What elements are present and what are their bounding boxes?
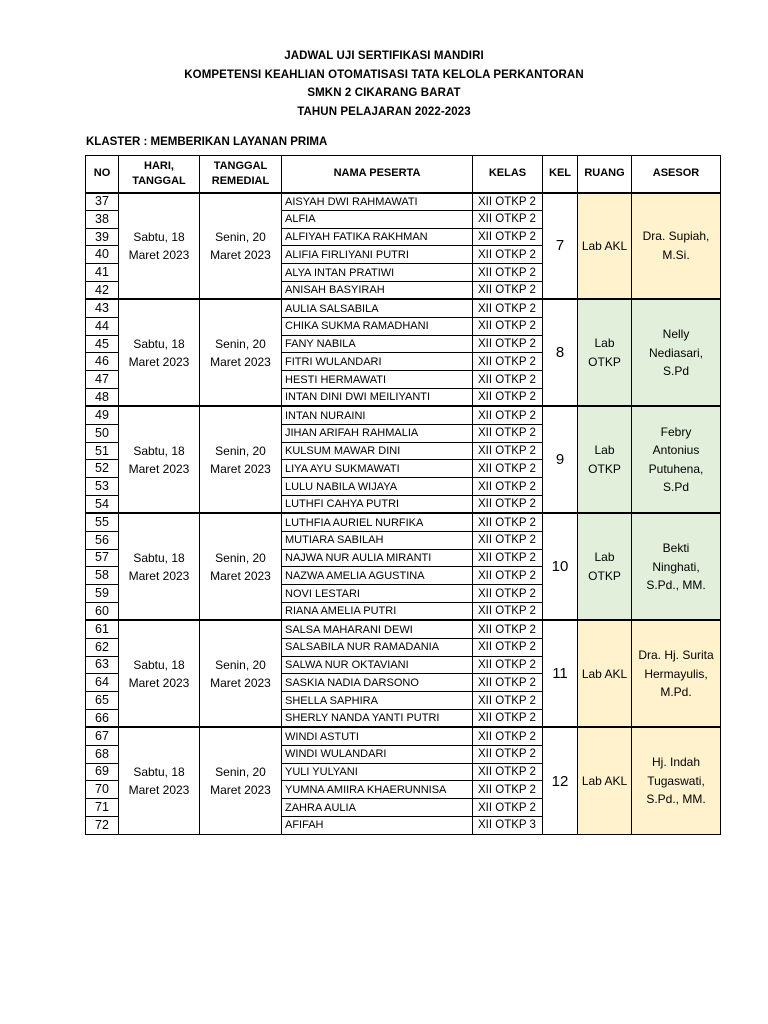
row-number: 42	[86, 282, 119, 300]
participant-name: YULI YULYANI	[282, 763, 473, 781]
class-name: XII OTKP 2	[473, 496, 543, 514]
title-line-1: JADWAL UJI SERTIFIKASI MANDIRI	[284, 50, 484, 62]
table-row	[86, 513, 721, 531]
document-title	[0, 47, 768, 121]
header-row	[86, 156, 721, 193]
class-name: XII OTKP 2	[473, 460, 543, 478]
class-name: XII OTKP 2	[473, 389, 543, 407]
class-name: XII OTKP 2	[473, 228, 543, 246]
participant-name: SALSA MAHARANI DEWI	[282, 620, 473, 638]
room-cell	[578, 193, 632, 300]
participant-name: LIYA AYU SUKMAWATI	[282, 460, 473, 478]
participant-name: JIHAN ARIFAH RAHMALIA	[282, 424, 473, 442]
schedule-day-cell	[119, 299, 200, 406]
row-number: 53	[86, 478, 119, 496]
room-line: OTKP	[588, 354, 621, 369]
class-name: XII OTKP 2	[473, 264, 543, 282]
row-number: 51	[86, 442, 119, 460]
schedule-day-cell	[119, 406, 200, 513]
assessor-cell	[632, 727, 721, 834]
participant-name: LULU NABILA WIJAYA	[282, 478, 473, 496]
participant-name: ALYA INTAN PRATIWI	[282, 264, 473, 282]
assessor-line: Hermayulis,	[644, 666, 708, 681]
participant-name: LUTHFIA AURIEL NURFIKA	[282, 513, 473, 531]
row-number: 44	[86, 317, 119, 335]
row-number: 38	[86, 210, 119, 228]
schedule-day-line: Maret 2023	[128, 675, 190, 690]
class-name: XII OTKP 2	[473, 674, 543, 692]
class-name: XII OTKP 2	[473, 603, 543, 621]
schedule-day-line: Sabtu, 18	[133, 229, 185, 244]
assessor-line: Dra. Supiah,	[642, 229, 710, 244]
col-header-nama: NAMA PESERTA	[282, 156, 473, 193]
class-name: XII OTKP 3	[473, 816, 543, 834]
row-number: 56	[86, 531, 119, 549]
group-number: 8	[543, 299, 578, 406]
group-number: 7	[543, 193, 578, 300]
col-header-hari-line1: HARI,	[144, 159, 174, 172]
col-header-kelas: KELAS	[473, 156, 543, 193]
row-number: 50	[86, 424, 119, 442]
row-number: 58	[86, 567, 119, 585]
assessor-line: Febry	[660, 424, 692, 439]
participant-name: AULIA SALSABILA	[282, 299, 473, 317]
participant-name: SALSABILA NUR RAMADANIA	[282, 638, 473, 656]
class-name: XII OTKP 2	[473, 317, 543, 335]
title-line-4: TAHUN PELAJARAN 2022-2023	[297, 105, 471, 118]
class-name: XII OTKP 2	[473, 531, 543, 549]
table-row	[86, 299, 721, 317]
schedule-day-line: Sabtu, 18	[133, 336, 185, 351]
assessor-cell	[632, 513, 721, 620]
class-name: XII OTKP 2	[473, 442, 543, 460]
remedial-date-cell	[200, 406, 282, 513]
class-name: XII OTKP 2	[473, 638, 543, 656]
remedial-date-line: Maret 2023	[210, 675, 271, 690]
class-name: XII OTKP 2	[473, 299, 543, 317]
cluster-label: KLASTER : MEMBERIKAN LAYANAN PRIMA	[86, 136, 328, 148]
class-name: XII OTKP 2	[473, 193, 543, 211]
participant-name: INTAN NURAINI	[282, 406, 473, 424]
assessor-cell	[632, 299, 721, 406]
class-name: XII OTKP 2	[473, 763, 543, 781]
row-number: 67	[86, 727, 119, 745]
room-line: Lab	[594, 443, 615, 458]
row-number: 48	[86, 389, 119, 407]
participant-name: AISYAH DWI RAHMAWATI	[282, 193, 473, 211]
remedial-date-line: Senin, 20	[215, 550, 266, 565]
row-number: 45	[86, 335, 119, 353]
group-number: 9	[543, 406, 578, 513]
schedule-day-line: Sabtu, 18	[133, 550, 185, 565]
schedule-day-line: Maret 2023	[128, 354, 190, 369]
class-name: XII OTKP 2	[473, 353, 543, 371]
participant-name: SASKIA NADIA DARSONO	[282, 674, 473, 692]
table-row	[86, 406, 721, 424]
remedial-date-cell	[200, 193, 282, 300]
row-number: 68	[86, 745, 119, 763]
class-name: XII OTKP 2	[473, 567, 543, 585]
class-name: XII OTKP 2	[473, 513, 543, 531]
participant-name: RIANA AMELIA PUTRI	[282, 603, 473, 621]
assessor-line: M.Si.	[662, 247, 690, 262]
remedial-date-line: Senin, 20	[215, 336, 266, 351]
class-name: XII OTKP 2	[473, 620, 543, 638]
class-name: XII OTKP 2	[473, 210, 543, 228]
remedial-date-line: Maret 2023	[210, 247, 271, 262]
remedial-date-line: Maret 2023	[210, 783, 271, 798]
remedial-date-line: Maret 2023	[210, 461, 271, 476]
group-number: 12	[543, 727, 578, 834]
row-number: 62	[86, 638, 119, 656]
assessor-cell	[632, 406, 721, 513]
row-number: 61	[86, 620, 119, 638]
participant-name: NAJWA NUR AULIA MIRANTI	[282, 549, 473, 567]
assessor-line: S.Pd., MM.	[646, 792, 706, 807]
room-line: Lab AKL	[581, 666, 628, 681]
participant-name: FANY NABILA	[282, 335, 473, 353]
row-number: 60	[86, 603, 119, 621]
remedial-date-line: Senin, 20	[215, 229, 266, 244]
room-cell	[578, 406, 632, 513]
participant-name: ANISAH BASYIRAH	[282, 282, 473, 300]
row-number: 64	[86, 674, 119, 692]
class-name: XII OTKP 2	[473, 478, 543, 496]
assessor-line: Tugaswati,	[647, 773, 705, 788]
schedule-day-line: Maret 2023	[128, 783, 190, 798]
room-cell	[578, 727, 632, 834]
assessor-cell	[632, 193, 721, 300]
participant-name: MUTIARA SABILAH	[282, 531, 473, 549]
assessor-line: Putuhena,	[648, 461, 704, 476]
row-number: 47	[86, 371, 119, 389]
participant-name: ALFIYAH FATIKA RAKHMAN	[282, 228, 473, 246]
table-row	[86, 193, 721, 211]
participant-name: SALWA NUR OKTAVIANI	[282, 656, 473, 674]
assessor-line: Ninghati,	[652, 559, 700, 574]
participant-name: CHIKA SUKMA RAMADHANI	[282, 317, 473, 335]
participant-name: INTAN DINI DWI MEILIYANTI	[282, 389, 473, 407]
class-name: XII OTKP 2	[473, 727, 543, 745]
class-name: XII OTKP 2	[473, 371, 543, 389]
title-line-3: SMKN 2 CIKARANG BARAT	[307, 87, 461, 99]
room-cell	[578, 513, 632, 620]
assessor-line: Nediasari,	[648, 345, 704, 360]
remedial-date-line: Senin, 20	[215, 765, 266, 780]
schedule-day-line: Maret 2023	[128, 461, 190, 476]
participant-name: AFIFAH	[282, 816, 473, 834]
row-number: 39	[86, 228, 119, 246]
row-number: 72	[86, 816, 119, 834]
col-header-kel: KEL	[543, 156, 578, 193]
class-name: XII OTKP 2	[473, 710, 543, 728]
assessor-line: S.Pd	[662, 480, 689, 495]
participant-name: NAZWA AMELIA AGUSTINA	[282, 567, 473, 585]
participant-name: SHERLY NANDA YANTI PUTRI	[282, 710, 473, 728]
class-name: XII OTKP 2	[473, 656, 543, 674]
class-name: XII OTKP 2	[473, 424, 543, 442]
row-number: 71	[86, 799, 119, 817]
row-number: 55	[86, 513, 119, 531]
row-number: 54	[86, 496, 119, 514]
schedule-day-cell	[119, 727, 200, 834]
assessor-line: Nelly	[662, 327, 690, 342]
class-name: XII OTKP 2	[473, 781, 543, 799]
row-number: 41	[86, 264, 119, 282]
assessor-line: S.Pd	[662, 364, 689, 379]
row-number: 69	[86, 763, 119, 781]
schedule-day-line: Sabtu, 18	[133, 765, 185, 780]
row-number: 66	[86, 710, 119, 728]
schedule-day-line: Maret 2023	[128, 568, 190, 583]
participant-name: WINDI WULANDARI	[282, 745, 473, 763]
class-name: XII OTKP 2	[473, 745, 543, 763]
assessor-line: Antonius	[652, 443, 700, 458]
remedial-date-cell	[200, 513, 282, 620]
participant-name: FITRI WULANDARI	[282, 353, 473, 371]
row-number: 70	[86, 781, 119, 799]
row-number: 59	[86, 585, 119, 603]
row-number: 37	[86, 193, 119, 211]
col-header-asesor: ASESOR	[632, 156, 721, 193]
assessor-line: M.Pd.	[660, 685, 692, 700]
table-row	[86, 727, 721, 745]
schedule-day-cell	[119, 620, 200, 727]
col-header-hari-line2: TANGGAL	[132, 174, 186, 187]
participant-name: ALIFIA FIRLIYANI PUTRI	[282, 246, 473, 264]
participant-name: NOVI LESTARI	[282, 585, 473, 603]
group-number: 11	[543, 620, 578, 727]
col-header-hari	[119, 156, 200, 193]
table-body	[86, 193, 721, 835]
participant-name: ZAHRA AULIA	[282, 799, 473, 817]
col-header-remedial-line1: TANGGAL	[213, 159, 268, 172]
col-header-no: NO	[86, 156, 119, 193]
assessor-line: Dra. Hj. Surita	[638, 648, 714, 663]
row-number: 49	[86, 406, 119, 424]
col-header-remedial	[200, 156, 282, 193]
assessor-line: Hj. Indah	[651, 755, 701, 770]
class-name: XII OTKP 2	[473, 246, 543, 264]
participant-name: KULSUM MAWAR DINI	[282, 442, 473, 460]
table-row	[86, 620, 721, 638]
group-number: 10	[543, 513, 578, 620]
schedule-day-line: Sabtu, 18	[133, 657, 185, 672]
room-line: Lab	[594, 336, 615, 351]
participant-name: HESTI HERMAWATI	[282, 371, 473, 389]
class-name: XII OTKP 2	[473, 692, 543, 710]
participant-name: SHELLA SAPHIRA	[282, 692, 473, 710]
col-header-remedial-line2: REMEDIAL	[211, 174, 270, 187]
room-cell	[578, 299, 632, 406]
room-line: Lab	[594, 550, 615, 565]
schedule-day-line: Maret 2023	[128, 247, 190, 262]
title-line-2: KOMPETENSI KEAHLIAN OTOMATISASI TATA KELOLA PERKANTORAN	[184, 68, 584, 81]
remedial-date-cell	[200, 620, 282, 727]
room-cell	[578, 620, 632, 727]
participant-name: ALFIA	[282, 210, 473, 228]
row-number: 57	[86, 549, 119, 567]
assessor-line: S.Pd., MM.	[646, 578, 706, 593]
class-name: XII OTKP 2	[473, 585, 543, 603]
row-number: 43	[86, 299, 119, 317]
class-name: XII OTKP 2	[473, 282, 543, 300]
schedule-day-cell	[119, 513, 200, 620]
remedial-date-cell	[200, 727, 282, 834]
col-header-ruang: RUANG	[578, 156, 632, 193]
class-name: XII OTKP 2	[473, 799, 543, 817]
room-line: Lab AKL	[581, 238, 628, 253]
schedule-day-line: Sabtu, 18	[133, 443, 185, 458]
row-number: 52	[86, 460, 119, 478]
participant-name: WINDI ASTUTI	[282, 727, 473, 745]
class-name: XII OTKP 2	[473, 406, 543, 424]
room-line: OTKP	[588, 568, 621, 583]
class-name: XII OTKP 2	[473, 335, 543, 353]
remedial-date-line: Senin, 20	[215, 657, 266, 672]
remedial-date-line: Maret 2023	[210, 354, 271, 369]
class-name: XII OTKP 2	[473, 549, 543, 567]
remedial-date-line: Senin, 20	[215, 443, 266, 458]
participant-name: LUTHFI CAHYA PUTRI	[282, 496, 473, 514]
remedial-date-cell	[200, 299, 282, 406]
row-number: 46	[86, 353, 119, 371]
schedule-day-cell	[119, 193, 200, 300]
assessor-line: Bekti	[662, 541, 690, 556]
row-number: 63	[86, 656, 119, 674]
assessor-cell	[632, 620, 721, 727]
participant-name: YUMNA AMIIRA KHAERUNNISA	[282, 781, 473, 799]
row-number: 40	[86, 246, 119, 264]
row-number: 65	[86, 692, 119, 710]
room-line: OTKP	[588, 461, 621, 476]
room-line: Lab AKL	[581, 773, 628, 788]
remedial-date-line: Maret 2023	[210, 568, 271, 583]
schedule-table	[85, 155, 721, 835]
